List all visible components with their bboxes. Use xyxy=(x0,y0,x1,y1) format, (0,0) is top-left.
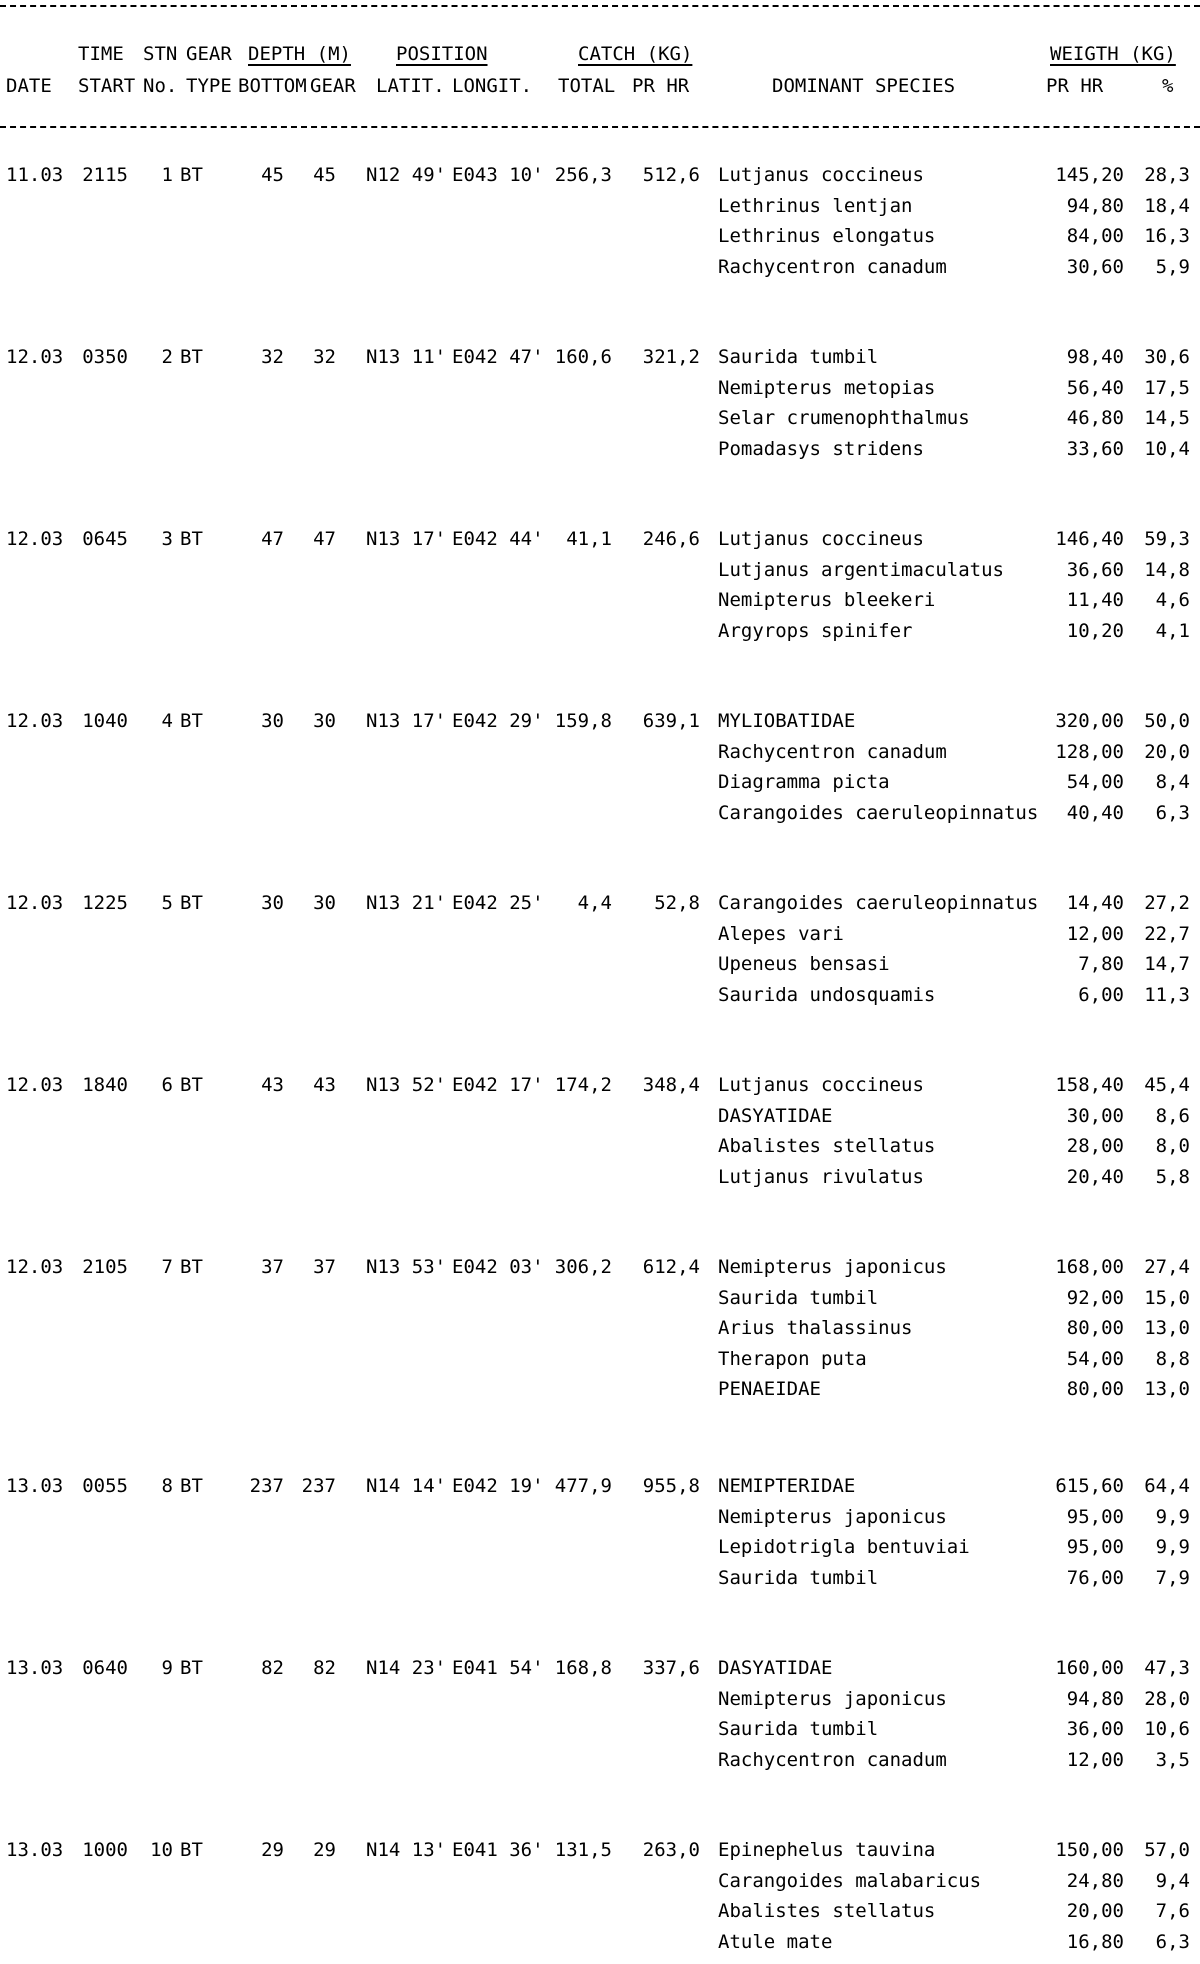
header-catch: CATCH (KG) xyxy=(578,43,693,65)
catch-per-hour: 337,6 xyxy=(642,1657,700,1679)
species-weight-per-hour: 12,00 xyxy=(1066,1749,1124,1771)
position-longitude: E041 54' xyxy=(452,1657,544,1679)
species-name: Epinephelus tauvina xyxy=(718,1839,936,1861)
position-latitude: N14 23' xyxy=(366,1657,447,1679)
catch-per-hour: 612,4 xyxy=(642,1256,700,1278)
station-block xyxy=(0,527,1200,653)
species-name: Diagramma picta xyxy=(718,771,890,793)
species-name: Rachycentron canadum xyxy=(718,1749,947,1771)
station-number: 2 xyxy=(161,346,173,368)
station-date: 13.03 xyxy=(6,1475,64,1497)
species-name: Saurida tumbil xyxy=(718,1718,879,1740)
species-percent: 7,9 xyxy=(1155,1567,1190,1589)
species-weight-per-hour: 94,80 xyxy=(1066,195,1124,217)
station-number: 1 xyxy=(161,164,173,186)
gear-type: BT xyxy=(180,1839,203,1861)
species-name: Abalistes stellatus xyxy=(718,1900,936,1922)
header-pr-hr: PR HR xyxy=(632,75,690,97)
station-number: 6 xyxy=(161,1074,173,1096)
header-gear: GEAR xyxy=(186,43,232,65)
depth-gear: 43 xyxy=(313,1074,336,1096)
species-percent: 10,4 xyxy=(1144,438,1190,460)
species-name: Lutjanus coccineus xyxy=(718,164,924,186)
species-percent: 11,3 xyxy=(1144,984,1190,1006)
species-weight-per-hour: 7,80 xyxy=(1078,953,1124,975)
species-name: Saurida undosquamis xyxy=(718,984,936,1006)
header-depth: DEPTH (M) xyxy=(248,43,351,65)
position-latitude: N14 13' xyxy=(366,1839,447,1861)
gear-type: BT xyxy=(180,892,203,914)
catch-per-hour: 512,6 xyxy=(642,164,700,186)
station-number: 5 xyxy=(161,892,173,914)
species-name: Lepidotrigla bentuviai xyxy=(718,1536,970,1558)
species-percent: 50,0 xyxy=(1144,710,1190,732)
species-percent: 7,6 xyxy=(1155,1900,1190,1922)
species-percent: 45,4 xyxy=(1144,1074,1190,1096)
species-weight-per-hour: 6,00 xyxy=(1078,984,1124,1006)
species-weight-per-hour: 80,00 xyxy=(1066,1378,1124,1400)
species-weight-per-hour: 54,00 xyxy=(1066,1348,1124,1370)
species-percent: 4,6 xyxy=(1155,589,1190,611)
species-weight-per-hour: 168,00 xyxy=(1055,1256,1124,1278)
station-start: 1840 xyxy=(82,1074,128,1096)
species-name: Lutjanus coccineus xyxy=(718,1074,924,1096)
header-rule xyxy=(0,126,1200,128)
depth-bottom: 45 xyxy=(261,164,284,186)
station-date: 12.03 xyxy=(6,1074,64,1096)
species-weight-per-hour: 146,40 xyxy=(1055,528,1124,550)
species-name: Alepes vari xyxy=(718,923,844,945)
gear-type: BT xyxy=(180,710,203,732)
depth-bottom: 29 xyxy=(261,1839,284,1861)
species-weight-per-hour: 20,40 xyxy=(1066,1166,1124,1188)
species-weight-per-hour: 320,00 xyxy=(1055,710,1124,732)
catch-total: 168,8 xyxy=(554,1657,612,1679)
station-date: 11.03 xyxy=(6,164,64,186)
position-longitude: E042 47' xyxy=(452,346,544,368)
species-name: Carangoides caeruleopinnatus xyxy=(718,802,1039,824)
station-block xyxy=(0,1073,1200,1199)
station-block xyxy=(0,891,1200,1017)
depth-gear: 30 xyxy=(313,892,336,914)
depth-bottom: 37 xyxy=(261,1256,284,1278)
station-date: 12.03 xyxy=(6,528,64,550)
species-weight-per-hour: 11,40 xyxy=(1066,589,1124,611)
species-percent: 17,5 xyxy=(1144,377,1190,399)
species-percent: 4,1 xyxy=(1155,620,1190,642)
station-start: 1225 xyxy=(82,892,128,914)
header-stn: STN xyxy=(143,43,178,65)
catch-total: 477,9 xyxy=(554,1475,612,1497)
catch-per-hour: 955,8 xyxy=(642,1475,700,1497)
station-start: 1040 xyxy=(82,710,128,732)
gear-type: BT xyxy=(180,346,203,368)
species-weight-per-hour: 158,40 xyxy=(1055,1074,1124,1096)
species-percent: 14,8 xyxy=(1144,559,1190,581)
depth-bottom: 30 xyxy=(261,710,284,732)
species-percent: 6,3 xyxy=(1155,802,1190,824)
species-percent: 15,0 xyxy=(1144,1287,1190,1309)
header-bottom: BOTTOM xyxy=(238,75,307,97)
depth-bottom: 43 xyxy=(261,1074,284,1096)
catch-total: 256,3 xyxy=(554,164,612,186)
species-name: Upeneus bensasi xyxy=(718,953,890,975)
header-date: DATE xyxy=(6,75,52,97)
species-name: Nemipterus japonicus xyxy=(718,1688,947,1710)
species-name: Nemipterus japonicus xyxy=(718,1256,947,1278)
species-weight-per-hour: 84,00 xyxy=(1066,225,1124,247)
species-percent: 6,3 xyxy=(1155,1931,1190,1953)
station-number: 10 xyxy=(150,1839,173,1861)
depth-gear: 37 xyxy=(313,1256,336,1278)
depth-gear: 45 xyxy=(313,164,336,186)
species-weight-per-hour: 46,80 xyxy=(1066,407,1124,429)
species-name: Rachycentron canadum xyxy=(718,741,947,763)
position-longitude: E042 25' xyxy=(452,892,544,914)
species-weight-per-hour: 95,00 xyxy=(1066,1536,1124,1558)
position-latitude: N13 53' xyxy=(366,1256,447,1278)
species-name: Lutjanus coccineus xyxy=(718,528,924,550)
species-weight-per-hour: 56,40 xyxy=(1066,377,1124,399)
catch-total: 131,5 xyxy=(554,1839,612,1861)
species-percent: 14,5 xyxy=(1144,407,1190,429)
gear-type: BT xyxy=(180,1475,203,1497)
position-longitude: E042 44' xyxy=(452,528,544,550)
species-name: Lethrinus lentjan xyxy=(718,195,913,217)
station-start: 0055 xyxy=(82,1475,128,1497)
station-start: 0645 xyxy=(82,528,128,550)
species-weight-per-hour: 98,40 xyxy=(1066,346,1124,368)
position-latitude: N12 49' xyxy=(366,164,447,186)
species-name: NEMIPTERIDAE xyxy=(718,1475,856,1497)
catch-per-hour: 246,6 xyxy=(642,528,700,550)
species-percent: 5,8 xyxy=(1155,1166,1190,1188)
station-start: 2105 xyxy=(82,1256,128,1278)
header-dominant-species: DOMINANT SPECIES xyxy=(772,75,956,97)
top-rule xyxy=(0,5,1200,7)
species-name: Lutjanus rivulatus xyxy=(718,1166,924,1188)
header-gear2: GEAR xyxy=(310,75,356,97)
species-name: Pomadasys stridens xyxy=(718,438,924,460)
station-block xyxy=(0,1255,1200,1412)
species-name: Saurida tumbil xyxy=(718,1567,879,1589)
depth-gear: 82 xyxy=(313,1657,336,1679)
catch-total: 41,1 xyxy=(566,528,612,550)
position-longitude: E042 03' xyxy=(452,1256,544,1278)
species-weight-per-hour: 24,80 xyxy=(1066,1870,1124,1892)
species-name: Carangoides caeruleopinnatus xyxy=(718,892,1039,914)
header-position: POSITION xyxy=(396,43,488,65)
species-weight-per-hour: 10,20 xyxy=(1066,620,1124,642)
station-block xyxy=(0,345,1200,471)
station-number: 4 xyxy=(161,710,173,732)
species-name: Atule mate xyxy=(718,1931,833,1953)
species-name: Arius thalassinus xyxy=(718,1317,913,1339)
gear-type: BT xyxy=(180,528,203,550)
species-name: DASYATIDAE xyxy=(718,1657,833,1679)
species-percent: 27,4 xyxy=(1144,1256,1190,1278)
station-date: 12.03 xyxy=(6,892,64,914)
station-block xyxy=(0,163,1200,289)
species-weight-per-hour: 95,00 xyxy=(1066,1506,1124,1528)
station-start: 0640 xyxy=(82,1657,128,1679)
species-name: Saurida tumbil xyxy=(718,1287,879,1309)
depth-bottom: 32 xyxy=(261,346,284,368)
depth-bottom: 82 xyxy=(261,1657,284,1679)
species-percent: 47,3 xyxy=(1144,1657,1190,1679)
species-percent: 8,8 xyxy=(1155,1348,1190,1370)
species-name: Argyrops spinifer xyxy=(718,620,913,642)
position-longitude: E042 19' xyxy=(452,1475,544,1497)
species-percent: 13,0 xyxy=(1144,1317,1190,1339)
depth-gear: 32 xyxy=(313,346,336,368)
species-name: Saurida tumbil xyxy=(718,346,879,368)
header-time: TIME xyxy=(78,43,124,65)
catch-total: 306,2 xyxy=(554,1256,612,1278)
species-weight-per-hour: 94,80 xyxy=(1066,1688,1124,1710)
species-percent: 57,0 xyxy=(1144,1839,1190,1861)
species-percent: 64,4 xyxy=(1144,1475,1190,1497)
species-weight-per-hour: 615,60 xyxy=(1055,1475,1124,1497)
species-name: Lutjanus argentimaculatus xyxy=(718,559,1004,581)
species-weight-per-hour: 150,00 xyxy=(1055,1839,1124,1861)
species-percent: 27,2 xyxy=(1144,892,1190,914)
catch-per-hour: 321,2 xyxy=(642,346,700,368)
position-latitude: N14 14' xyxy=(366,1475,447,1497)
catch-per-hour: 52,8 xyxy=(654,892,700,914)
depth-bottom: 30 xyxy=(261,892,284,914)
species-weight-per-hour: 36,00 xyxy=(1066,1718,1124,1740)
position-longitude: E041 36' xyxy=(452,1839,544,1861)
species-name: Selar crumenophthalmus xyxy=(718,407,970,429)
species-percent: 30,6 xyxy=(1144,346,1190,368)
species-percent: 28,0 xyxy=(1144,1688,1190,1710)
species-weight-per-hour: 14,40 xyxy=(1066,892,1124,914)
catch-total: 4,4 xyxy=(577,892,612,914)
species-name: Nemipterus metopias xyxy=(718,377,936,399)
species-percent: 20,0 xyxy=(1144,741,1190,763)
position-latitude: N13 21' xyxy=(366,892,447,914)
station-date: 13.03 xyxy=(6,1657,64,1679)
species-percent: 9,9 xyxy=(1155,1506,1190,1528)
species-weight-per-hour: 36,60 xyxy=(1066,559,1124,581)
catch-total: 159,8 xyxy=(554,710,612,732)
species-weight-per-hour: 33,60 xyxy=(1066,438,1124,460)
gear-type: BT xyxy=(180,1657,203,1679)
depth-gear: 237 xyxy=(301,1475,336,1497)
species-weight-per-hour: 30,60 xyxy=(1066,256,1124,278)
species-percent: 9,9 xyxy=(1155,1536,1190,1558)
species-percent: 59,3 xyxy=(1144,528,1190,550)
species-weight-per-hour: 76,00 xyxy=(1066,1567,1124,1589)
species-percent: 18,4 xyxy=(1144,195,1190,217)
station-date: 12.03 xyxy=(6,346,64,368)
species-weight-per-hour: 28,00 xyxy=(1066,1135,1124,1157)
species-name: Nemipterus japonicus xyxy=(718,1506,947,1528)
position-latitude: N13 17' xyxy=(366,710,447,732)
station-block xyxy=(0,709,1200,835)
position-longitude: E042 29' xyxy=(452,710,544,732)
species-weight-per-hour: 16,80 xyxy=(1066,1931,1124,1953)
position-longitude: E042 17' xyxy=(452,1074,544,1096)
species-weight-per-hour: 54,00 xyxy=(1066,771,1124,793)
species-percent: 13,0 xyxy=(1144,1378,1190,1400)
species-name: MYLIOBATIDAE xyxy=(718,710,856,732)
species-weight-per-hour: 160,00 xyxy=(1055,1657,1124,1679)
species-name: Nemipterus bleekeri xyxy=(718,589,936,611)
header-percent: % xyxy=(1162,75,1174,97)
species-weight-per-hour: 92,00 xyxy=(1066,1287,1124,1309)
species-percent: 10,6 xyxy=(1144,1718,1190,1740)
station-number: 3 xyxy=(161,528,173,550)
catch-total: 174,2 xyxy=(554,1074,612,1096)
species-weight-per-hour: 145,20 xyxy=(1055,164,1124,186)
depth-gear: 29 xyxy=(313,1839,336,1861)
station-block xyxy=(0,1474,1200,1600)
species-weight-per-hour: 20,00 xyxy=(1066,1900,1124,1922)
header-type: TYPE xyxy=(186,75,232,97)
position-latitude: N13 17' xyxy=(366,528,447,550)
species-name: Rachycentron canadum xyxy=(718,256,947,278)
depth-gear: 47 xyxy=(313,528,336,550)
header-start: START xyxy=(78,75,136,97)
species-percent: 16,3 xyxy=(1144,225,1190,247)
species-name: Lethrinus elongatus xyxy=(718,225,936,247)
species-percent: 28,3 xyxy=(1144,164,1190,186)
station-date: 12.03 xyxy=(6,710,64,732)
header-no: No. xyxy=(143,75,178,97)
station-number: 9 xyxy=(161,1657,173,1679)
header-weigth: WEIGTH (KG) xyxy=(1050,43,1176,65)
header-latit: LATIT. xyxy=(376,75,445,97)
station-number: 7 xyxy=(161,1256,173,1278)
catch-per-hour: 639,1 xyxy=(642,710,700,732)
gear-type: BT xyxy=(180,1074,203,1096)
species-weight-per-hour: 80,00 xyxy=(1066,1317,1124,1339)
station-date: 13.03 xyxy=(6,1839,64,1861)
position-latitude: N13 52' xyxy=(366,1074,447,1096)
station-start: 1000 xyxy=(82,1839,128,1861)
catch-per-hour: 348,4 xyxy=(642,1074,700,1096)
header-weight-pr-hr: PR HR xyxy=(1046,75,1104,97)
species-percent: 5,9 xyxy=(1155,256,1190,278)
species-weight-per-hour: 12,00 xyxy=(1066,923,1124,945)
depth-bottom: 47 xyxy=(261,528,284,550)
depth-gear: 30 xyxy=(313,710,336,732)
catch-per-hour: 263,0 xyxy=(642,1839,700,1861)
position-longitude: E043 10' xyxy=(452,164,544,186)
species-percent: 8,4 xyxy=(1155,771,1190,793)
species-weight-per-hour: 128,00 xyxy=(1055,741,1124,763)
gear-type: BT xyxy=(180,164,203,186)
species-name: Carangoides malabaricus xyxy=(718,1870,982,1892)
catch-total: 160,6 xyxy=(554,346,612,368)
species-name: Therapon puta xyxy=(718,1348,867,1370)
station-number: 8 xyxy=(161,1475,173,1497)
species-percent: 3,5 xyxy=(1155,1749,1190,1771)
header-total: TOTAL xyxy=(558,75,616,97)
species-name: PENAEIDAE xyxy=(718,1378,821,1400)
depth-bottom: 237 xyxy=(249,1475,284,1497)
species-percent: 9,4 xyxy=(1155,1870,1190,1892)
species-name: Abalistes stellatus xyxy=(718,1135,936,1157)
species-percent: 22,7 xyxy=(1144,923,1190,945)
position-latitude: N13 11' xyxy=(366,346,447,368)
station-start: 2115 xyxy=(82,164,128,186)
species-percent: 8,0 xyxy=(1155,1135,1190,1157)
species-percent: 8,6 xyxy=(1155,1105,1190,1127)
station-start: 0350 xyxy=(82,346,128,368)
species-weight-per-hour: 40,40 xyxy=(1066,802,1124,824)
species-name: DASYATIDAE xyxy=(718,1105,833,1127)
species-weight-per-hour: 30,00 xyxy=(1066,1105,1124,1127)
gear-type: BT xyxy=(180,1256,203,1278)
species-percent: 14,7 xyxy=(1144,953,1190,975)
station-block xyxy=(0,1656,1200,1782)
header-longit: LONGIT. xyxy=(452,75,533,97)
station-date: 12.03 xyxy=(6,1256,64,1278)
station-block xyxy=(0,1838,1200,1964)
